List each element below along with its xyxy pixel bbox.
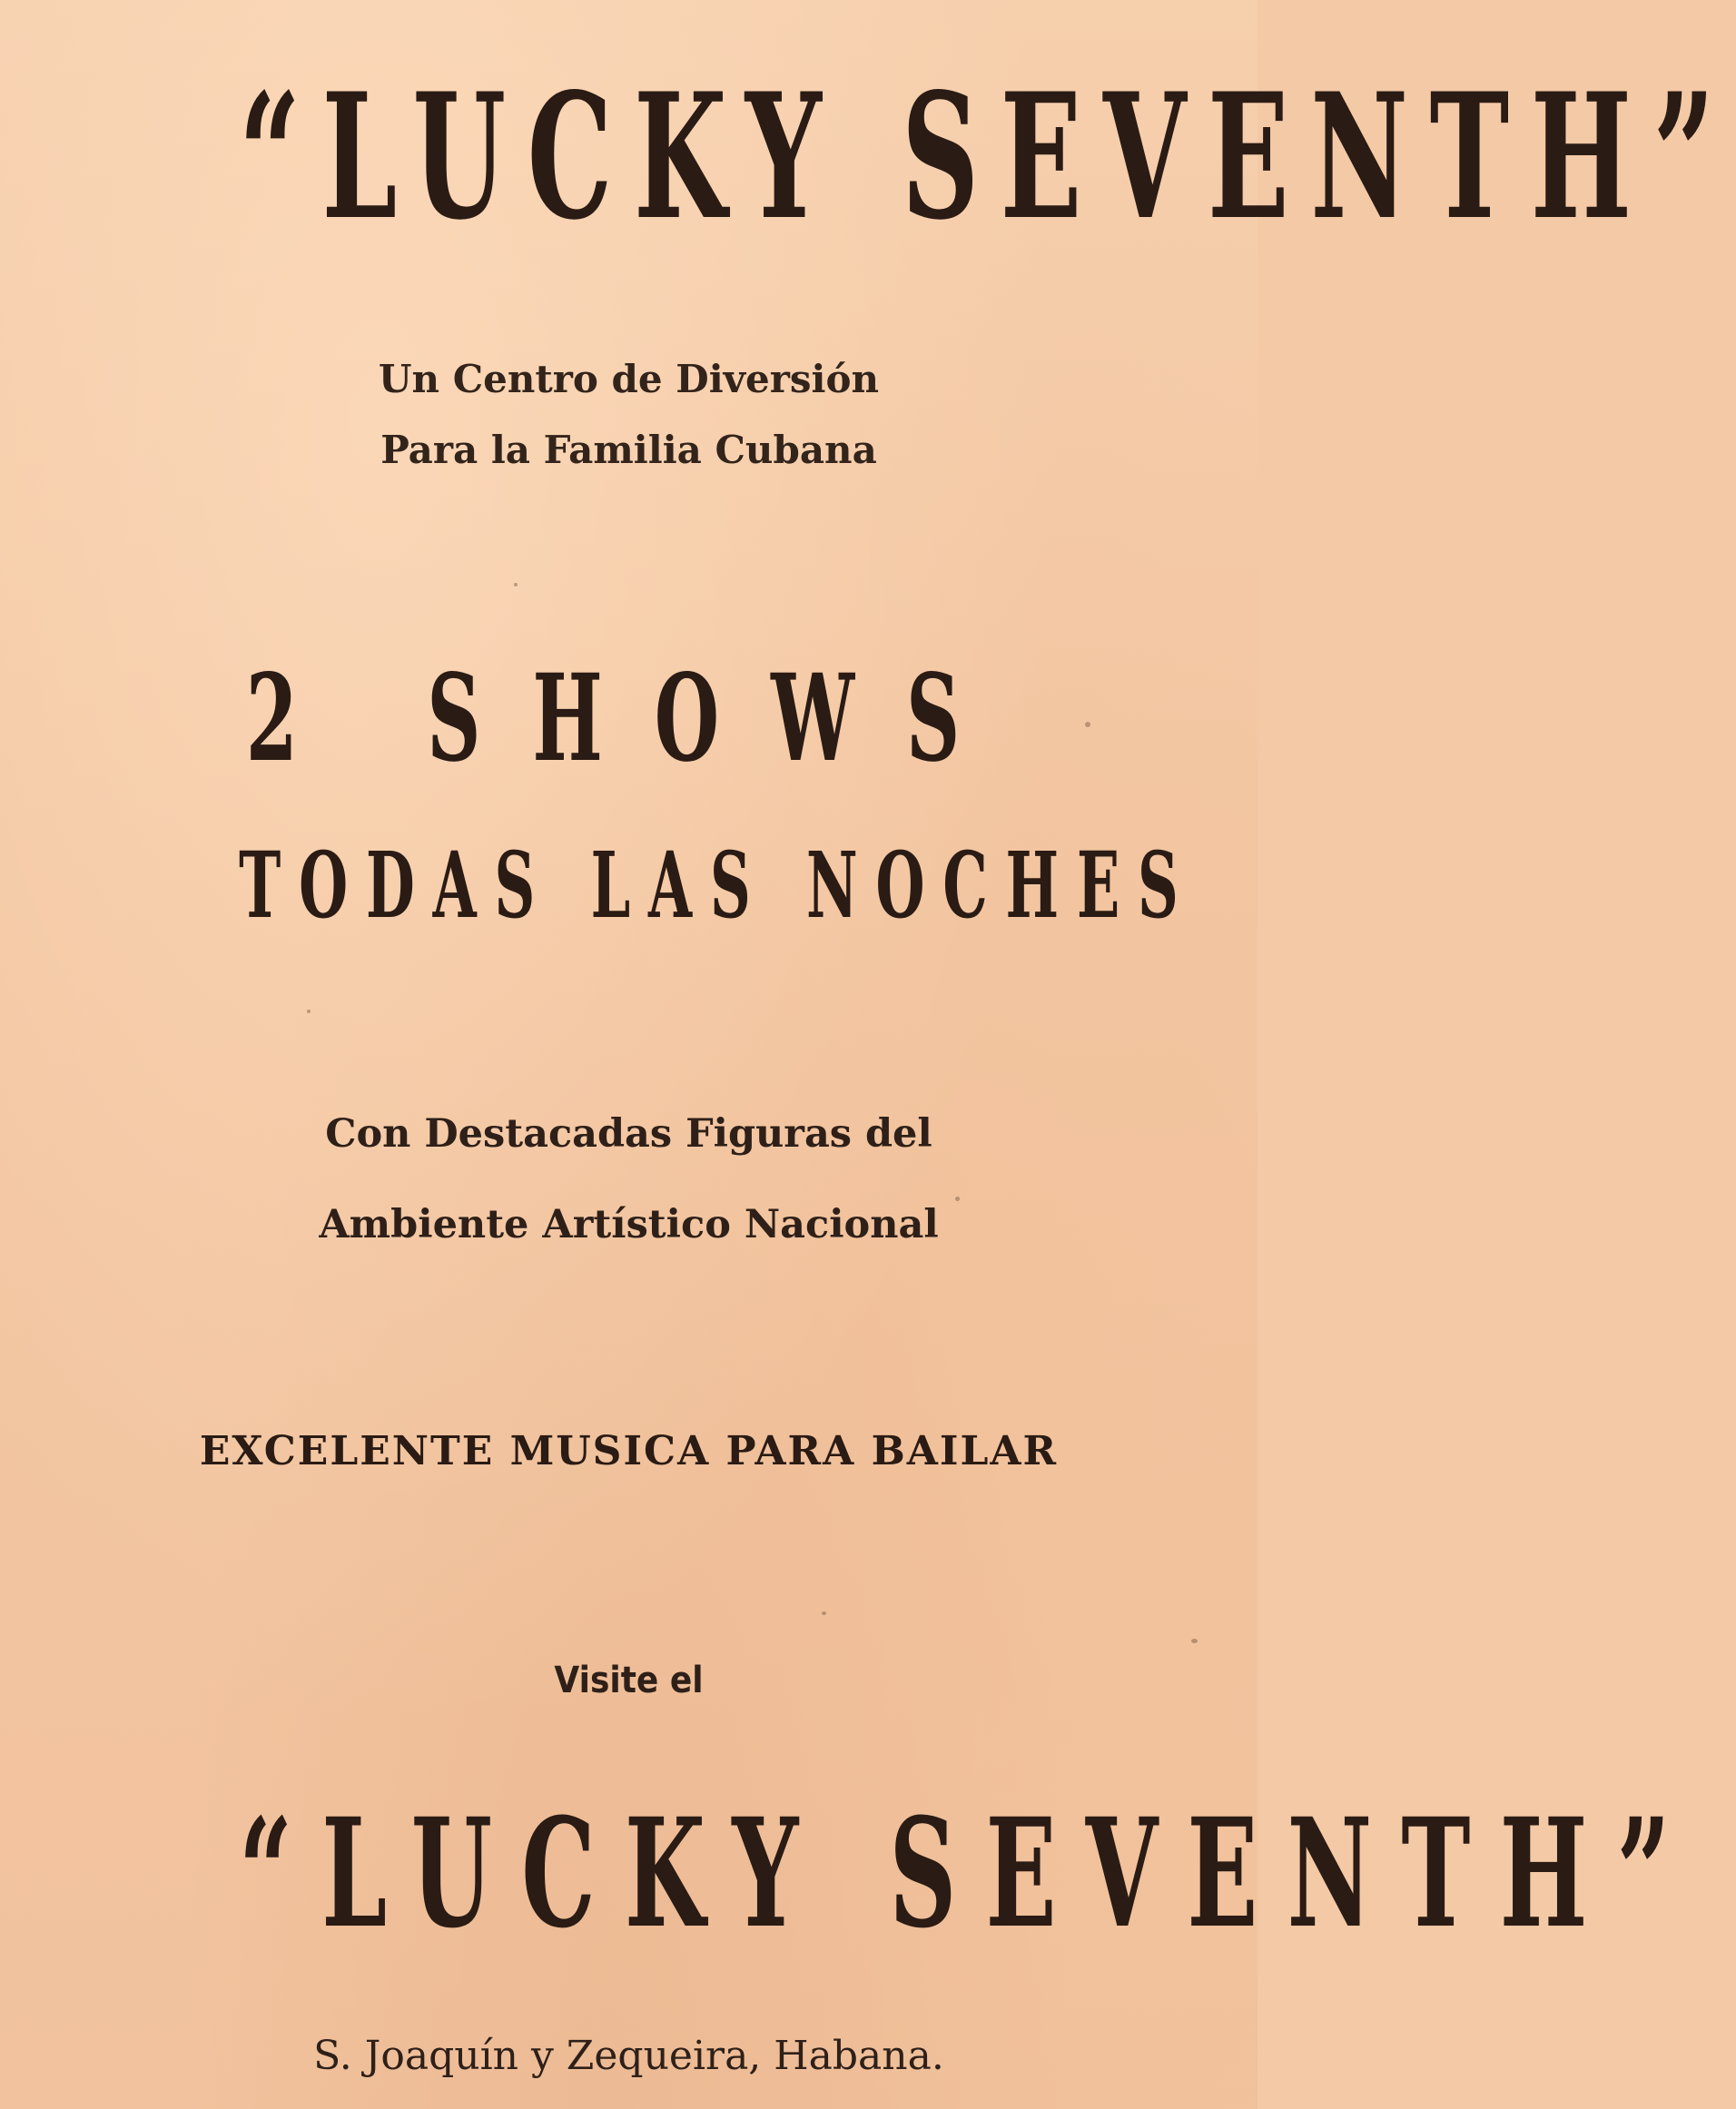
paper-speck (1085, 722, 1090, 727)
music-line: EXCELENTE MUSICA PARA BAILAR (199, 1428, 1059, 1474)
paper-speck (1191, 1639, 1198, 1643)
paper-speck (514, 583, 518, 586)
figures-line-2: Ambiente Artístico Nacional (319, 1202, 939, 1247)
paper-speck (955, 1197, 960, 1201)
paper-speck (307, 1010, 311, 1013)
visit-line: Visite el (554, 1660, 704, 1701)
figures-line-1: Con Destacadas Figuras del (325, 1111, 932, 1157)
subtitle-line-2: Para la Familia Cubana (380, 428, 877, 472)
nightly-heading: TODAS LAS NOCHES (239, 832, 1197, 939)
address-line: S. Joaquín y Zequeira, Habana. (313, 2033, 944, 2079)
subtitle-line-1: Un Centro de Diversión (378, 357, 880, 401)
paper-speck (822, 1611, 826, 1615)
shows-heading: 2 SHOWS (245, 648, 1012, 789)
poster-title-top: “LUCKY SEVENTH” (239, 55, 1736, 258)
poster-title-bottom: “LUCKY SEVENTH” (239, 1785, 1700, 1961)
